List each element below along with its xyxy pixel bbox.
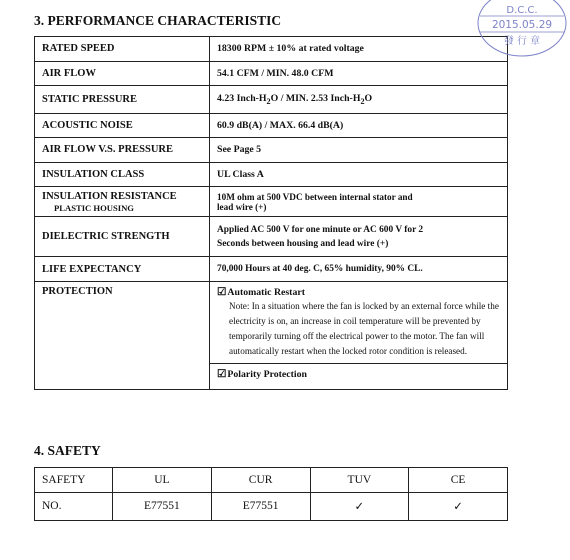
insulation-class-label: INSULATION CLASS bbox=[35, 162, 210, 187]
section-3-heading: 3. PERFORMANCE CHARACTERISTIC bbox=[34, 13, 282, 28]
ul-number-cell: E77551 bbox=[113, 492, 212, 520]
tuv-check-cell: ✓ bbox=[310, 492, 409, 520]
table-row bbox=[35, 492, 508, 520]
airflow-vs-pressure-label: AIR FLOW V.S. PRESSURE bbox=[35, 138, 210, 163]
life-expectancy-value: 70,000 Hours at 40 deg. C, 65% humidity, 90% CL. bbox=[210, 257, 508, 282]
airflow-vs-pressure-value: See Page 5 bbox=[210, 138, 508, 163]
insulation-resistance-value: 10M ohm at 500 VDC between internal stator and lead wire (+) bbox=[210, 187, 508, 217]
acoustic-noise-label: ACOUSTIC NOISE bbox=[35, 113, 210, 138]
cur-number-cell: E77551 bbox=[211, 492, 310, 520]
plastic-housing-sublabel: PLASTIC HOUSING bbox=[54, 202, 134, 213]
stamp-date: 2015.05.29 bbox=[491, 19, 553, 31]
ce-check-cell: ✓ bbox=[409, 492, 508, 520]
table-row bbox=[35, 138, 508, 163]
automatic-restart-item: ☑Automatic Restart bbox=[217, 287, 305, 298]
table-row bbox=[35, 217, 508, 257]
protection-label: PROTECTION bbox=[35, 282, 210, 390]
safety-header-cell: SAFETY bbox=[35, 468, 113, 493]
air-flow-label: AIR FLOW bbox=[35, 61, 210, 86]
life-expectancy-label: LIFE EXPECTANCY bbox=[35, 257, 210, 282]
performance-table bbox=[34, 36, 508, 390]
table-row bbox=[35, 162, 508, 187]
table-row bbox=[35, 86, 508, 113]
checkbox-checked-icon: ☑ bbox=[217, 287, 227, 298]
cur-header-cell: CUR bbox=[211, 468, 310, 493]
static-pressure-label: STATIC PRESSURE bbox=[35, 86, 210, 113]
air-flow-value: 54.1 CFM / MIN. 48.0 CFM bbox=[210, 61, 508, 86]
dielectric-strength-value: Applied AC 500 V for one minute or AC 600 V for 2 Seconds between housing and lead wire (+) bbox=[210, 217, 508, 257]
stamp-line-1: D.C.C. bbox=[506, 5, 538, 16]
dielectric-strength-label: DIELECTRIC STRENGTH bbox=[35, 217, 210, 257]
table-row bbox=[35, 257, 508, 282]
static-pressure-value: 4.23 Inch-$H_2O$ / MIN. 2.53 Inch-$H_2O$ bbox=[210, 86, 508, 113]
insulation-resistance-label: INSULATION RESISTANCE PLASTIC HOUSING bbox=[35, 187, 210, 217]
safety-table bbox=[34, 467, 508, 521]
rated-speed-label: RATED SPEED bbox=[35, 37, 210, 62]
checkbox-checked-icon: ☑ bbox=[217, 369, 227, 380]
acoustic-noise-value: 60.9 dB(A) / MAX. 66.4 dB(A) bbox=[210, 113, 508, 138]
table-row bbox=[35, 468, 508, 493]
table-row bbox=[35, 61, 508, 86]
ul-header-cell: UL bbox=[113, 468, 212, 493]
stamp-line-3: 發 行 章 bbox=[503, 36, 541, 47]
stamp-seal bbox=[474, 0, 570, 60]
insulation-class-value: UL Class A bbox=[210, 162, 508, 187]
tuv-header-cell: TUV bbox=[310, 468, 409, 493]
no-cell: NO. bbox=[35, 492, 113, 520]
protection-value bbox=[210, 282, 508, 390]
table-row bbox=[35, 187, 508, 217]
protection-note: Note: In a situation where the fan is locked by an external force while the electricity is on, an increase in coil temperature will be prevented by temporarily turning off the electrical power to the motor. The fan will automatically restart when the locked rotor condition is released. bbox=[229, 301, 499, 356]
polarity-protection-item: ☑Polarity Protection bbox=[210, 363, 507, 380]
table-row bbox=[35, 113, 508, 138]
rated-speed-value: 18300 RPM ± 10% at rated voltage bbox=[210, 37, 508, 62]
ce-header-cell: CE bbox=[409, 468, 508, 493]
table-row bbox=[35, 282, 508, 390]
section-4-heading: 4. SAFETY bbox=[34, 443, 101, 458]
table-row bbox=[35, 37, 508, 62]
dcc-issue-stamp bbox=[474, 0, 570, 60]
